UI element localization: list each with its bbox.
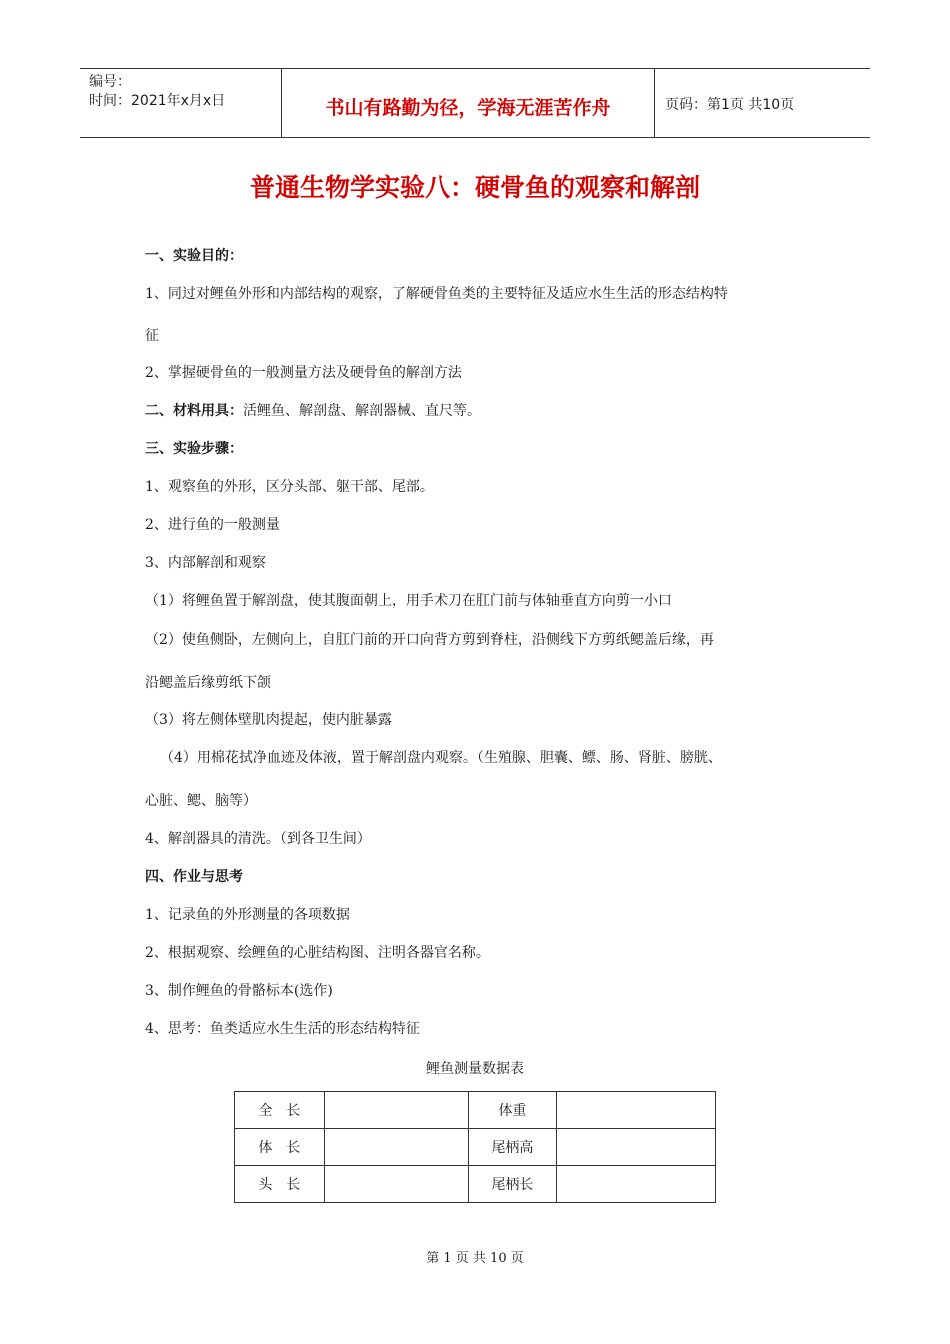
- line-17: 1、记录鱼的外形测量的各项数据: [145, 907, 350, 923]
- table-row: [235, 1166, 716, 1203]
- line-12: （3）将左侧体壁肌肉提起，使内脏暴露: [145, 712, 392, 728]
- line-16: 四、作业与思考: [145, 869, 243, 885]
- line-13: （4）用棉花拭净血迹及体液，置于解剖盘内观察。（生殖腺、胆囊、鳔、肠、肾脏、膀胱、: [160, 750, 722, 766]
- table-row: [235, 1092, 716, 1129]
- table-cell: 尾柄高: [468, 1129, 557, 1166]
- table-cell: [557, 1129, 716, 1166]
- line-6: 1、观察鱼的外形，区分头部、躯干部、尾部。: [145, 479, 434, 495]
- line-9: （1）将鲤鱼置于解剖盘，使其腹面朝上，用手术刀在肛门前与体轴垂直方向剪一小口: [145, 593, 672, 609]
- measurement-table: [234, 1091, 716, 1203]
- line-8: 3、内部解剖和观察: [145, 555, 266, 571]
- line-15: 4、解剖器具的清洗。（到各卫生间）: [145, 831, 371, 847]
- document-title: 普通生物学实验八：硬骨鱼的观察和解剖: [249, 173, 700, 202]
- line-7: 2、进行鱼的一般测量: [145, 517, 280, 533]
- line-4: [145, 400, 481, 420]
- table-cell: [324, 1092, 468, 1129]
- table-cell: 全 长: [235, 1092, 325, 1129]
- line-10: （2）使鱼侧卧，左侧向上，自肛门前的开口向背方剪到脊柱，沿侧线下方剪纸鳃盖后缘，再: [145, 632, 714, 648]
- line-0: 一、实验目的：: [145, 248, 243, 264]
- line-20: 4、思考：鱼类适应水生生活的形态结构特征: [145, 1021, 420, 1037]
- line-14: 心脏、鳃、脑等）: [145, 793, 257, 809]
- table-cell: [557, 1092, 716, 1129]
- line-5: 三、实验步骤：: [145, 441, 243, 457]
- table-cell: 体 长: [235, 1129, 325, 1166]
- number-label: 编号：: [89, 74, 131, 90]
- page-footer: 第 1 页 共 10 页: [426, 1251, 524, 1266]
- line-19: 3、制作鲤鱼的骨骼标本(选作): [145, 983, 333, 999]
- materials-heading: 二、材料用具：: [145, 403, 243, 419]
- line-18: 2、根据观察、绘鲤鱼的心脏结构图、注明各器官名称。: [145, 945, 490, 961]
- line-1: 1、同过对鲤鱼外形和内部结构的观察，了解硬骨鱼类的主要特征及适应水生生活的形态结构特: [145, 286, 728, 302]
- table-cell: 尾柄长: [468, 1166, 557, 1203]
- table-cell: [324, 1129, 468, 1166]
- table-cell: 头 长: [235, 1166, 325, 1203]
- header-page-info: 页码：第1页 共10页: [665, 97, 795, 113]
- table-row: [235, 1129, 716, 1166]
- time-label: 时间：2021年x月x日: [89, 93, 226, 109]
- materials-text: 活鲤鱼、解剖盘、解剖器械、直尺等。: [243, 403, 481, 419]
- header-motto: 书山有路勤为径，学海无涯苦作舟: [282, 69, 655, 137]
- table-cell: [324, 1166, 468, 1203]
- table-cell: 体重: [468, 1092, 557, 1129]
- header-meta-cell: [80, 69, 282, 137]
- table-cell: [557, 1166, 716, 1203]
- table-caption: 鲤鱼测量数据表: [426, 1061, 524, 1077]
- header-table: [80, 68, 870, 138]
- line-2: 征: [145, 328, 159, 344]
- line-11: 沿鳃盖后缘剪纸下颌: [145, 675, 271, 691]
- line-3: 2、掌握硬骨鱼的一般测量方法及硬骨鱼的解剖方法: [145, 365, 462, 381]
